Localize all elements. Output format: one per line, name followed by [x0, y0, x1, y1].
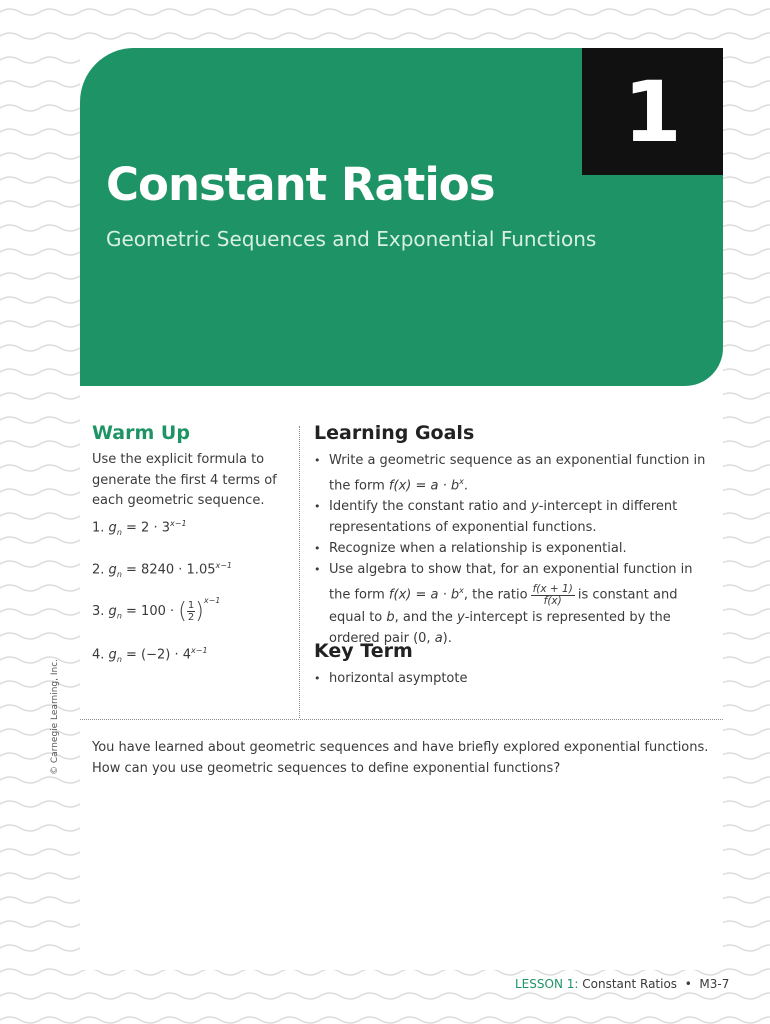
fraction: $\frac{1}{2}$ — [187, 600, 195, 623]
warm-up-problem-3: 3. $g_n = 100$ · ( $\frac{1}{2}$ )$^{x-1}$ — [92, 596, 221, 624]
learning-goal-4: • Use algebra to show that, for an exponential function in the form $f(x) = a \cdot b^x$, the ratio $\frac{f(x + 1)}{f(x)}$ is constant and equal to b, and the y-intercept is represented by the ordered pair (0, a). — [314, 559, 714, 648]
lesson-subtitle: Geometric Sequences and Exponential Functions — [106, 227, 597, 251]
warm-up-section — [92, 422, 292, 512]
learning-goals-heading: Learning Goals — [314, 422, 475, 444]
intro-paragraph: You have learned about geometric sequences and have briefly explored exponential functions. How can you use geometric sequences to define exponential functions? — [92, 740, 709, 776]
learning-goals-section — [314, 422, 714, 649]
learning-goal-1: • Write a geometric sequence as an exponential function in the form $f(x) = a \cdot b^x$. — [314, 450, 714, 496]
warm-up-problem-4: 4. $g_n = (-2) \cdot 4^{x-1}$ — [92, 646, 208, 664]
warm-up-problem-1: 1. $g_n = 2 \cdot 3^{x-1}$ — [92, 519, 187, 537]
footer-lesson-label: LESSON 1: — [515, 977, 579, 991]
learning-goals-list — [314, 450, 714, 649]
footer-page-number: M3-7 — [699, 977, 730, 991]
footer-separator: • — [684, 977, 692, 991]
lesson-number: 1 — [582, 48, 723, 175]
page-footer — [515, 977, 729, 991]
lesson-title: Constant Ratios — [106, 158, 495, 211]
learning-goal-2: • Identify the constant ratio and y-intercept in different representations of exponential functions. — [314, 496, 714, 538]
learning-goal-3: • Recognize when a relationship is exponential. — [314, 538, 714, 559]
copyright-notice: © Carnegie Learning, Inc. — [50, 658, 60, 775]
warm-up-heading: Warm Up — [92, 422, 190, 444]
footer-lesson-title: Constant Ratios — [578, 977, 678, 991]
key-term-section — [314, 640, 694, 689]
warm-up-problem-2: 2. $g_n = 8240 \cdot 1.05^{x-1}$ — [92, 561, 233, 579]
key-term-heading: Key Term — [314, 640, 413, 662]
key-term-list — [314, 668, 694, 689]
column-divider — [299, 426, 300, 718]
key-term-item: • horizontal asymptote — [314, 668, 694, 689]
warm-up-instructions: Use the explicit formula to generate the first 4 terms of each geometric sequence. — [92, 452, 277, 508]
section-divider — [80, 719, 723, 720]
ratio-fraction: $\frac{f(x + 1)}{f(x)}$ — [532, 582, 573, 607]
